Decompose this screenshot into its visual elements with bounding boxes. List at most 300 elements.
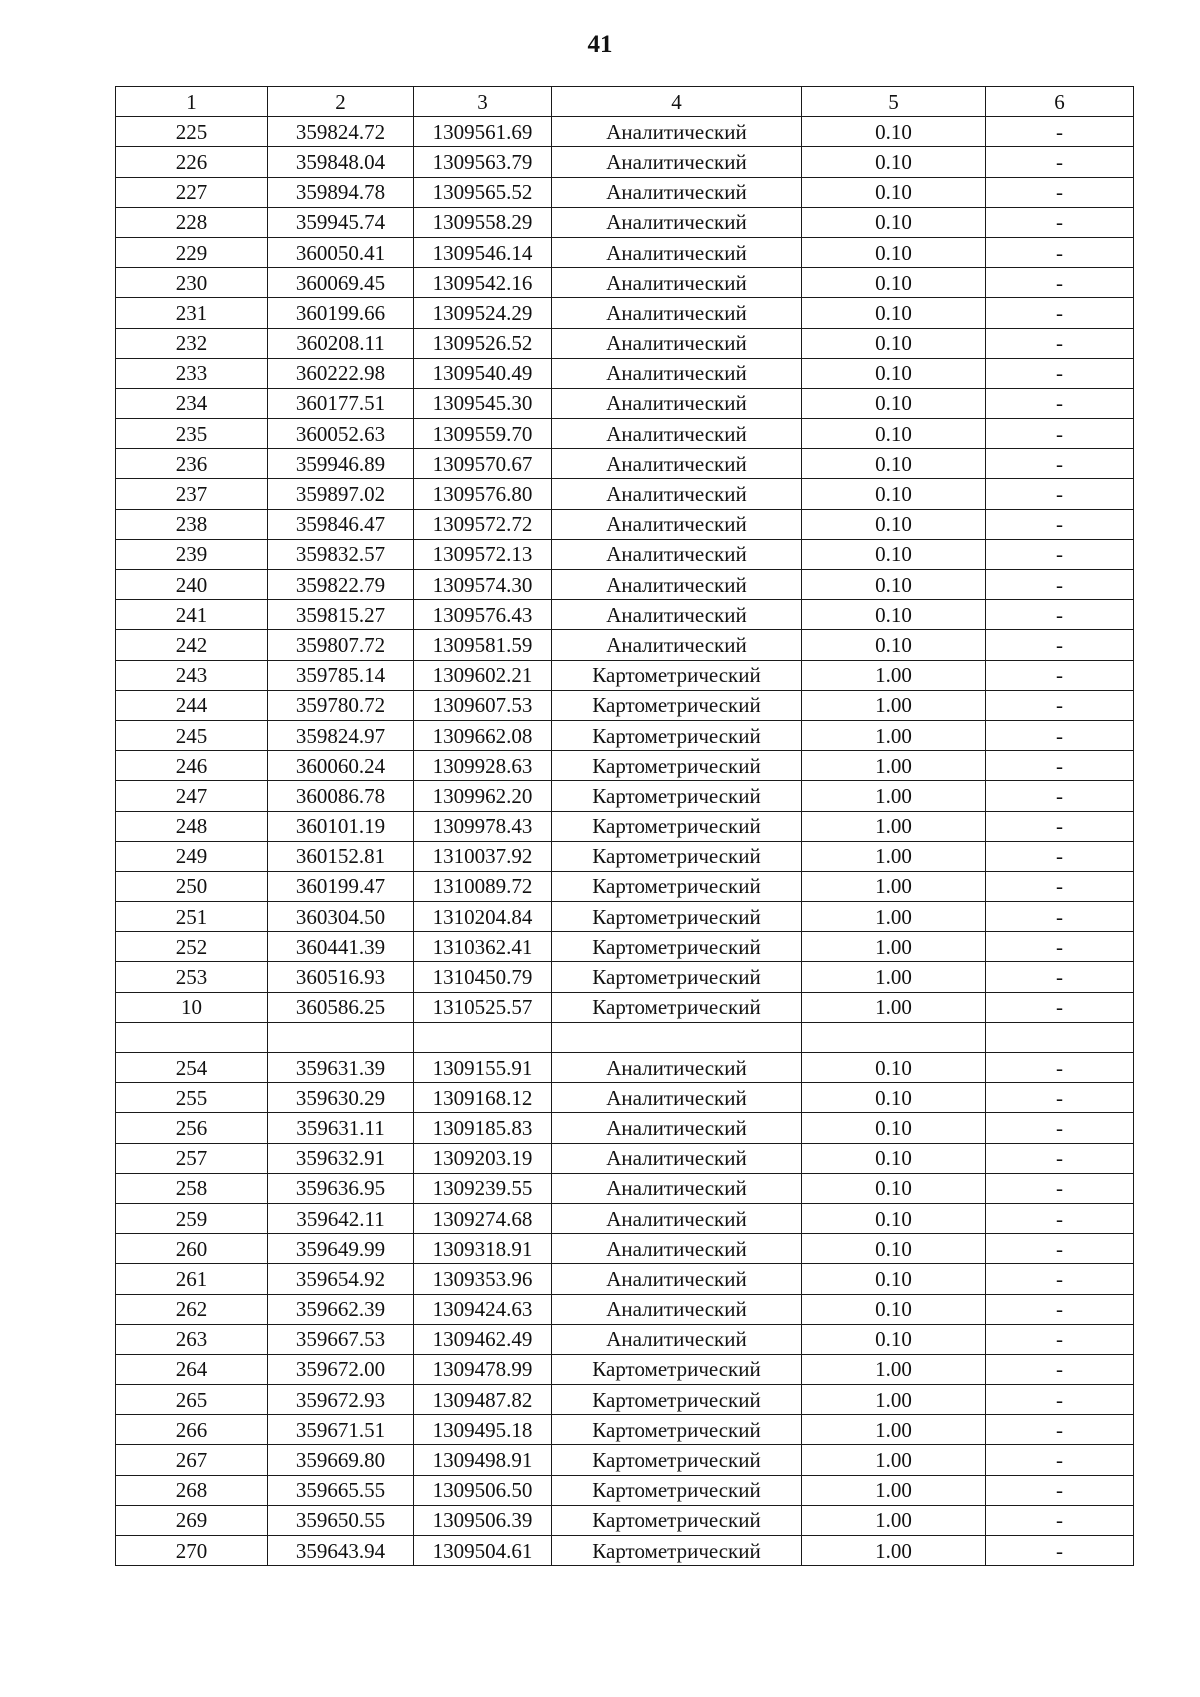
table-row <box>116 1324 1134 1354</box>
point-number-cell: 268 <box>116 1475 268 1505</box>
y-coordinate-cell: 1310089.72 <box>414 871 552 901</box>
table-row <box>116 1264 1134 1294</box>
y-coordinate-cell: 1309542.16 <box>414 268 552 298</box>
accuracy-cell: 0.10 <box>802 570 986 600</box>
point-number-cell: 232 <box>116 328 268 358</box>
header-cell-1: 1 <box>116 87 268 117</box>
x-coordinate-cell: 359894.78 <box>268 177 414 207</box>
x-coordinate-cell: 360101.19 <box>268 811 414 841</box>
method-cell: Картометрический <box>552 751 802 781</box>
y-coordinate-cell: 1309524.29 <box>414 298 552 328</box>
y-coordinate-cell: 1310037.92 <box>414 841 552 871</box>
table-row <box>116 449 1134 479</box>
x-coordinate-cell: 360586.25 <box>268 992 414 1022</box>
accuracy-cell: 1.00 <box>802 1445 986 1475</box>
table-row <box>116 841 1134 871</box>
x-coordinate-cell: 359632.91 <box>268 1143 414 1173</box>
point-number-cell: 256 <box>116 1113 268 1143</box>
y-coordinate-cell: 1309155.91 <box>414 1053 552 1083</box>
method-cell: Аналитический <box>552 479 802 509</box>
note-cell: - <box>986 841 1134 871</box>
x-coordinate-cell: 359654.92 <box>268 1264 414 1294</box>
note-cell: - <box>986 630 1134 660</box>
point-number-cell: 254 <box>116 1053 268 1083</box>
method-cell: Аналитический <box>552 147 802 177</box>
accuracy-cell: 1.00 <box>802 690 986 720</box>
table-row <box>116 358 1134 388</box>
method-cell: Картометрический <box>552 1505 802 1535</box>
table-row <box>116 720 1134 750</box>
y-coordinate-cell: 1309602.21 <box>414 660 552 690</box>
note-cell: - <box>986 268 1134 298</box>
point-number-cell: 262 <box>116 1294 268 1324</box>
x-coordinate-cell: 359780.72 <box>268 690 414 720</box>
point-number-cell: 236 <box>116 449 268 479</box>
accuracy-cell: 1.00 <box>802 781 986 811</box>
note-cell: - <box>986 298 1134 328</box>
note-cell: - <box>986 1264 1134 1294</box>
method-cell: Аналитический <box>552 509 802 539</box>
accuracy-cell: 0.10 <box>802 1143 986 1173</box>
header-row <box>116 87 1134 117</box>
y-coordinate-cell: 1310450.79 <box>414 962 552 992</box>
x-coordinate-cell: 359846.47 <box>268 509 414 539</box>
table-row <box>116 1385 1134 1415</box>
point-number-cell: 243 <box>116 660 268 690</box>
point-number-cell: 235 <box>116 419 268 449</box>
y-coordinate-cell: 1309239.55 <box>414 1173 552 1203</box>
note-cell: - <box>986 932 1134 962</box>
method-cell: Аналитический <box>552 177 802 207</box>
point-number-cell: 10 <box>116 992 268 1022</box>
point-number-cell: 261 <box>116 1264 268 1294</box>
table-row <box>116 1234 1134 1264</box>
table-row <box>116 1053 1134 1083</box>
x-coordinate-cell: 359945.74 <box>268 207 414 237</box>
x-coordinate-cell: 359642.11 <box>268 1203 414 1233</box>
y-coordinate-cell: 1309506.39 <box>414 1505 552 1535</box>
table-row <box>116 751 1134 781</box>
note-cell: - <box>986 1354 1134 1384</box>
note-cell: - <box>986 419 1134 449</box>
note-cell: - <box>986 1475 1134 1505</box>
method-cell: Аналитический <box>552 419 802 449</box>
accuracy-cell: 1.00 <box>802 1536 986 1566</box>
table-row <box>116 932 1134 962</box>
note-cell: - <box>986 1385 1134 1415</box>
point-number-cell: 229 <box>116 237 268 267</box>
note-cell: - <box>986 1324 1134 1354</box>
table-row <box>116 992 1134 1022</box>
x-coordinate-cell: 359897.02 <box>268 479 414 509</box>
accuracy-cell: 1.00 <box>802 841 986 871</box>
y-coordinate-cell: 1309318.91 <box>414 1234 552 1264</box>
x-coordinate-cell: 359807.72 <box>268 630 414 660</box>
table-row <box>116 1173 1134 1203</box>
table-row <box>116 509 1134 539</box>
y-coordinate-cell: 1309928.63 <box>414 751 552 781</box>
x-coordinate-cell: 359649.99 <box>268 1234 414 1264</box>
point-number-cell: 241 <box>116 600 268 630</box>
note-cell: - <box>986 207 1134 237</box>
table-row <box>116 1143 1134 1173</box>
header-cell-5: 5 <box>802 87 986 117</box>
method-cell: Аналитический <box>552 449 802 479</box>
x-coordinate-cell: 359665.55 <box>268 1475 414 1505</box>
table-row <box>116 630 1134 660</box>
point-number-cell: 226 <box>116 147 268 177</box>
method-cell: Картометрический <box>552 1536 802 1566</box>
note-cell: - <box>986 570 1134 600</box>
method-cell: Аналитический <box>552 207 802 237</box>
x-coordinate-cell: 360199.66 <box>268 298 414 328</box>
point-number-cell: 247 <box>116 781 268 811</box>
table-row <box>116 539 1134 569</box>
point-number-cell: 259 <box>116 1203 268 1233</box>
table-row <box>116 871 1134 901</box>
y-coordinate-cell: 1309540.49 <box>414 358 552 388</box>
method-cell: Аналитический <box>552 268 802 298</box>
table-row <box>116 177 1134 207</box>
x-coordinate-cell: 359946.89 <box>268 449 414 479</box>
method-cell: Аналитический <box>552 298 802 328</box>
accuracy-cell: 0.10 <box>802 328 986 358</box>
method-cell: Аналитический <box>552 1324 802 1354</box>
method-cell: Аналитический <box>552 570 802 600</box>
accuracy-cell: 1.00 <box>802 992 986 1022</box>
accuracy-cell: 0.10 <box>802 479 986 509</box>
x-coordinate-cell: 359832.57 <box>268 539 414 569</box>
y-coordinate-cell: 1309607.53 <box>414 690 552 720</box>
y-coordinate-cell: 1309581.59 <box>414 630 552 660</box>
method-cell: Аналитический <box>552 1113 802 1143</box>
table-row <box>116 600 1134 630</box>
method-cell: Аналитический <box>552 1234 802 1264</box>
accuracy-cell: 1.00 <box>802 1354 986 1384</box>
accuracy-cell: 1.00 <box>802 902 986 932</box>
method-cell: Аналитический <box>552 539 802 569</box>
method-cell: Картометрический <box>552 690 802 720</box>
accuracy-cell <box>802 1022 986 1052</box>
method-cell: Аналитический <box>552 1294 802 1324</box>
x-coordinate-cell: 360208.11 <box>268 328 414 358</box>
table-row <box>116 1536 1134 1566</box>
y-coordinate-cell: 1310204.84 <box>414 902 552 932</box>
y-coordinate-cell: 1309487.82 <box>414 1385 552 1415</box>
x-coordinate-cell: 359785.14 <box>268 660 414 690</box>
table-row <box>116 1083 1134 1113</box>
table-row <box>116 962 1134 992</box>
y-coordinate-cell: 1309185.83 <box>414 1113 552 1143</box>
method-cell: Картометрический <box>552 720 802 750</box>
accuracy-cell: 1.00 <box>802 751 986 781</box>
table-row <box>116 570 1134 600</box>
note-cell: - <box>986 449 1134 479</box>
y-coordinate-cell: 1309478.99 <box>414 1354 552 1384</box>
x-coordinate-cell: 359631.11 <box>268 1113 414 1143</box>
x-coordinate-cell: 359631.39 <box>268 1053 414 1083</box>
point-number-cell: 265 <box>116 1385 268 1415</box>
x-coordinate-cell: 359669.80 <box>268 1445 414 1475</box>
point-number-cell: 244 <box>116 690 268 720</box>
note-cell: - <box>986 902 1134 932</box>
x-coordinate-cell: 360050.41 <box>268 237 414 267</box>
accuracy-cell: 0.10 <box>802 117 986 147</box>
x-coordinate-cell: 359822.79 <box>268 570 414 600</box>
accuracy-cell: 0.10 <box>802 1053 986 1083</box>
point-number-cell: 230 <box>116 268 268 298</box>
accuracy-cell: 0.10 <box>802 358 986 388</box>
x-coordinate-cell: 360516.93 <box>268 962 414 992</box>
accuracy-cell: 0.10 <box>802 1264 986 1294</box>
table-row <box>116 811 1134 841</box>
table-row <box>116 1415 1134 1445</box>
x-coordinate-cell: 359671.51 <box>268 1415 414 1445</box>
y-coordinate-cell: 1309168.12 <box>414 1083 552 1113</box>
coordinates-table <box>115 86 1134 1566</box>
table-row <box>116 147 1134 177</box>
y-coordinate-cell: 1309572.72 <box>414 509 552 539</box>
accuracy-cell: 0.10 <box>802 600 986 630</box>
y-coordinate-cell: 1309545.30 <box>414 388 552 418</box>
method-cell: Картометрический <box>552 1385 802 1415</box>
method-cell <box>552 1022 802 1052</box>
x-coordinate-cell: 359630.29 <box>268 1083 414 1113</box>
y-coordinate-cell: 1309558.29 <box>414 207 552 237</box>
x-coordinate-cell: 359672.93 <box>268 1385 414 1415</box>
method-cell: Картометрический <box>552 871 802 901</box>
accuracy-cell: 0.10 <box>802 509 986 539</box>
accuracy-cell: 0.10 <box>802 1203 986 1233</box>
note-cell: - <box>986 1113 1134 1143</box>
accuracy-cell: 0.10 <box>802 207 986 237</box>
x-coordinate-cell: 359636.95 <box>268 1173 414 1203</box>
method-cell: Картометрический <box>552 992 802 1022</box>
note-cell: - <box>986 1083 1134 1113</box>
point-number-cell: 233 <box>116 358 268 388</box>
y-coordinate-cell: 1309526.52 <box>414 328 552 358</box>
point-number-cell: 239 <box>116 539 268 569</box>
accuracy-cell: 1.00 <box>802 660 986 690</box>
note-cell: - <box>986 1143 1134 1173</box>
method-cell: Картометрический <box>552 1354 802 1384</box>
note-cell: - <box>986 781 1134 811</box>
x-coordinate-cell: 359815.27 <box>268 600 414 630</box>
table-row <box>116 1113 1134 1143</box>
table-header <box>116 87 1134 117</box>
y-coordinate-cell: 1309962.20 <box>414 781 552 811</box>
method-cell: Картометрический <box>552 962 802 992</box>
note-cell: - <box>986 1173 1134 1203</box>
method-cell: Картометрический <box>552 811 802 841</box>
point-number-cell: 249 <box>116 841 268 871</box>
table-row <box>116 207 1134 237</box>
method-cell: Аналитический <box>552 328 802 358</box>
note-cell: - <box>986 720 1134 750</box>
note-cell: - <box>986 539 1134 569</box>
y-coordinate-cell: 1309576.80 <box>414 479 552 509</box>
point-number-cell: 269 <box>116 1505 268 1535</box>
y-coordinate-cell: 1309561.69 <box>414 117 552 147</box>
note-cell: - <box>986 1294 1134 1324</box>
table-row <box>116 902 1134 932</box>
accuracy-cell: 0.10 <box>802 630 986 660</box>
method-cell: Картометрический <box>552 660 802 690</box>
point-number-cell: 266 <box>116 1415 268 1445</box>
y-coordinate-cell: 1310362.41 <box>414 932 552 962</box>
accuracy-cell: 0.10 <box>802 268 986 298</box>
point-number-cell: 227 <box>116 177 268 207</box>
point-number-cell: 246 <box>116 751 268 781</box>
accuracy-cell: 1.00 <box>802 1505 986 1535</box>
point-number-cell: 250 <box>116 871 268 901</box>
point-number-cell: 238 <box>116 509 268 539</box>
table-row <box>116 690 1134 720</box>
point-number-cell: 245 <box>116 720 268 750</box>
accuracy-cell: 0.10 <box>802 1324 986 1354</box>
accuracy-cell: 0.10 <box>802 419 986 449</box>
note-cell: - <box>986 147 1134 177</box>
point-number-cell: 263 <box>116 1324 268 1354</box>
table-row <box>116 268 1134 298</box>
accuracy-cell: 0.10 <box>802 1173 986 1203</box>
note-cell: - <box>986 1505 1134 1535</box>
method-cell: Аналитический <box>552 630 802 660</box>
table-row <box>116 328 1134 358</box>
method-cell: Картометрический <box>552 1445 802 1475</box>
note-cell: - <box>986 660 1134 690</box>
method-cell: Картометрический <box>552 1475 802 1505</box>
point-number-cell: 237 <box>116 479 268 509</box>
method-cell: Картометрический <box>552 1415 802 1445</box>
method-cell: Картометрический <box>552 841 802 871</box>
accuracy-cell: 0.10 <box>802 539 986 569</box>
x-coordinate-cell: 359662.39 <box>268 1294 414 1324</box>
y-coordinate-cell: 1309570.67 <box>414 449 552 479</box>
y-coordinate-cell: 1309563.79 <box>414 147 552 177</box>
table-row <box>116 660 1134 690</box>
accuracy-cell: 1.00 <box>802 932 986 962</box>
x-coordinate-cell: 359667.53 <box>268 1324 414 1354</box>
point-number-cell: 258 <box>116 1173 268 1203</box>
y-coordinate-cell: 1309498.91 <box>414 1445 552 1475</box>
table-row <box>116 298 1134 328</box>
method-cell: Аналитический <box>552 358 802 388</box>
point-number-cell: 260 <box>116 1234 268 1264</box>
method-cell: Аналитический <box>552 1173 802 1203</box>
note-cell: - <box>986 690 1134 720</box>
point-number-cell: 252 <box>116 932 268 962</box>
y-coordinate-cell: 1309424.63 <box>414 1294 552 1324</box>
point-number-cell: 257 <box>116 1143 268 1173</box>
point-number-cell: 251 <box>116 902 268 932</box>
note-cell: - <box>986 237 1134 267</box>
accuracy-cell: 0.10 <box>802 388 986 418</box>
table-row <box>116 1475 1134 1505</box>
point-number-cell: 240 <box>116 570 268 600</box>
x-coordinate-cell <box>268 1022 414 1052</box>
method-cell: Картометрический <box>552 781 802 811</box>
y-coordinate-cell: 1309546.14 <box>414 237 552 267</box>
point-number-cell: 234 <box>116 388 268 418</box>
accuracy-cell: 1.00 <box>802 720 986 750</box>
point-number-cell: 270 <box>116 1536 268 1566</box>
table-row <box>116 1505 1134 1535</box>
x-coordinate-cell: 360177.51 <box>268 388 414 418</box>
x-coordinate-cell: 359824.97 <box>268 720 414 750</box>
accuracy-cell: 1.00 <box>802 1385 986 1415</box>
y-coordinate-cell: 1309572.13 <box>414 539 552 569</box>
method-cell: Картометрический <box>552 902 802 932</box>
point-number-cell: 248 <box>116 811 268 841</box>
accuracy-cell: 1.00 <box>802 811 986 841</box>
accuracy-cell: 0.10 <box>802 298 986 328</box>
x-coordinate-cell: 360152.81 <box>268 841 414 871</box>
y-coordinate-cell: 1309576.43 <box>414 600 552 630</box>
table-row <box>116 1445 1134 1475</box>
x-coordinate-cell: 359848.04 <box>268 147 414 177</box>
x-coordinate-cell: 360052.63 <box>268 419 414 449</box>
header-cell-2: 2 <box>268 87 414 117</box>
point-number-cell: 231 <box>116 298 268 328</box>
method-cell: Аналитический <box>552 388 802 418</box>
accuracy-cell: 1.00 <box>802 871 986 901</box>
table-row <box>116 1022 1134 1052</box>
y-coordinate-cell: 1309559.70 <box>414 419 552 449</box>
accuracy-cell: 1.00 <box>802 962 986 992</box>
note-cell: - <box>986 358 1134 388</box>
accuracy-cell: 0.10 <box>802 1294 986 1324</box>
y-coordinate-cell: 1309462.49 <box>414 1324 552 1354</box>
y-coordinate-cell: 1309274.68 <box>414 1203 552 1233</box>
x-coordinate-cell: 359650.55 <box>268 1505 414 1535</box>
table-row <box>116 388 1134 418</box>
note-cell: - <box>986 1234 1134 1264</box>
method-cell: Аналитический <box>552 1053 802 1083</box>
note-cell: - <box>986 1445 1134 1475</box>
header-cell-4: 4 <box>552 87 802 117</box>
note-cell: - <box>986 117 1134 147</box>
point-number-cell: 242 <box>116 630 268 660</box>
y-coordinate-cell: 1309495.18 <box>414 1415 552 1445</box>
note-cell: - <box>986 871 1134 901</box>
y-coordinate-cell: 1309353.96 <box>414 1264 552 1294</box>
accuracy-cell: 0.10 <box>802 449 986 479</box>
table-row <box>116 479 1134 509</box>
accuracy-cell: 0.10 <box>802 1113 986 1143</box>
table-row <box>116 1294 1134 1324</box>
point-number-cell: 253 <box>116 962 268 992</box>
note-cell: - <box>986 509 1134 539</box>
header-cell-6: 6 <box>986 87 1134 117</box>
note-cell: - <box>986 962 1134 992</box>
note-cell: - <box>986 992 1134 1022</box>
note-cell: - <box>986 479 1134 509</box>
note-cell: - <box>986 1053 1134 1083</box>
table-row <box>116 117 1134 147</box>
note-cell: - <box>986 751 1134 781</box>
y-coordinate-cell: 1310525.57 <box>414 992 552 1022</box>
x-coordinate-cell: 360086.78 <box>268 781 414 811</box>
y-coordinate-cell: 1309662.08 <box>414 720 552 750</box>
y-coordinate-cell <box>414 1022 552 1052</box>
accuracy-cell: 0.10 <box>802 177 986 207</box>
note-cell: - <box>986 177 1134 207</box>
point-number-cell: 225 <box>116 117 268 147</box>
method-cell: Картометрический <box>552 932 802 962</box>
accuracy-cell: 0.10 <box>802 237 986 267</box>
x-coordinate-cell: 360441.39 <box>268 932 414 962</box>
